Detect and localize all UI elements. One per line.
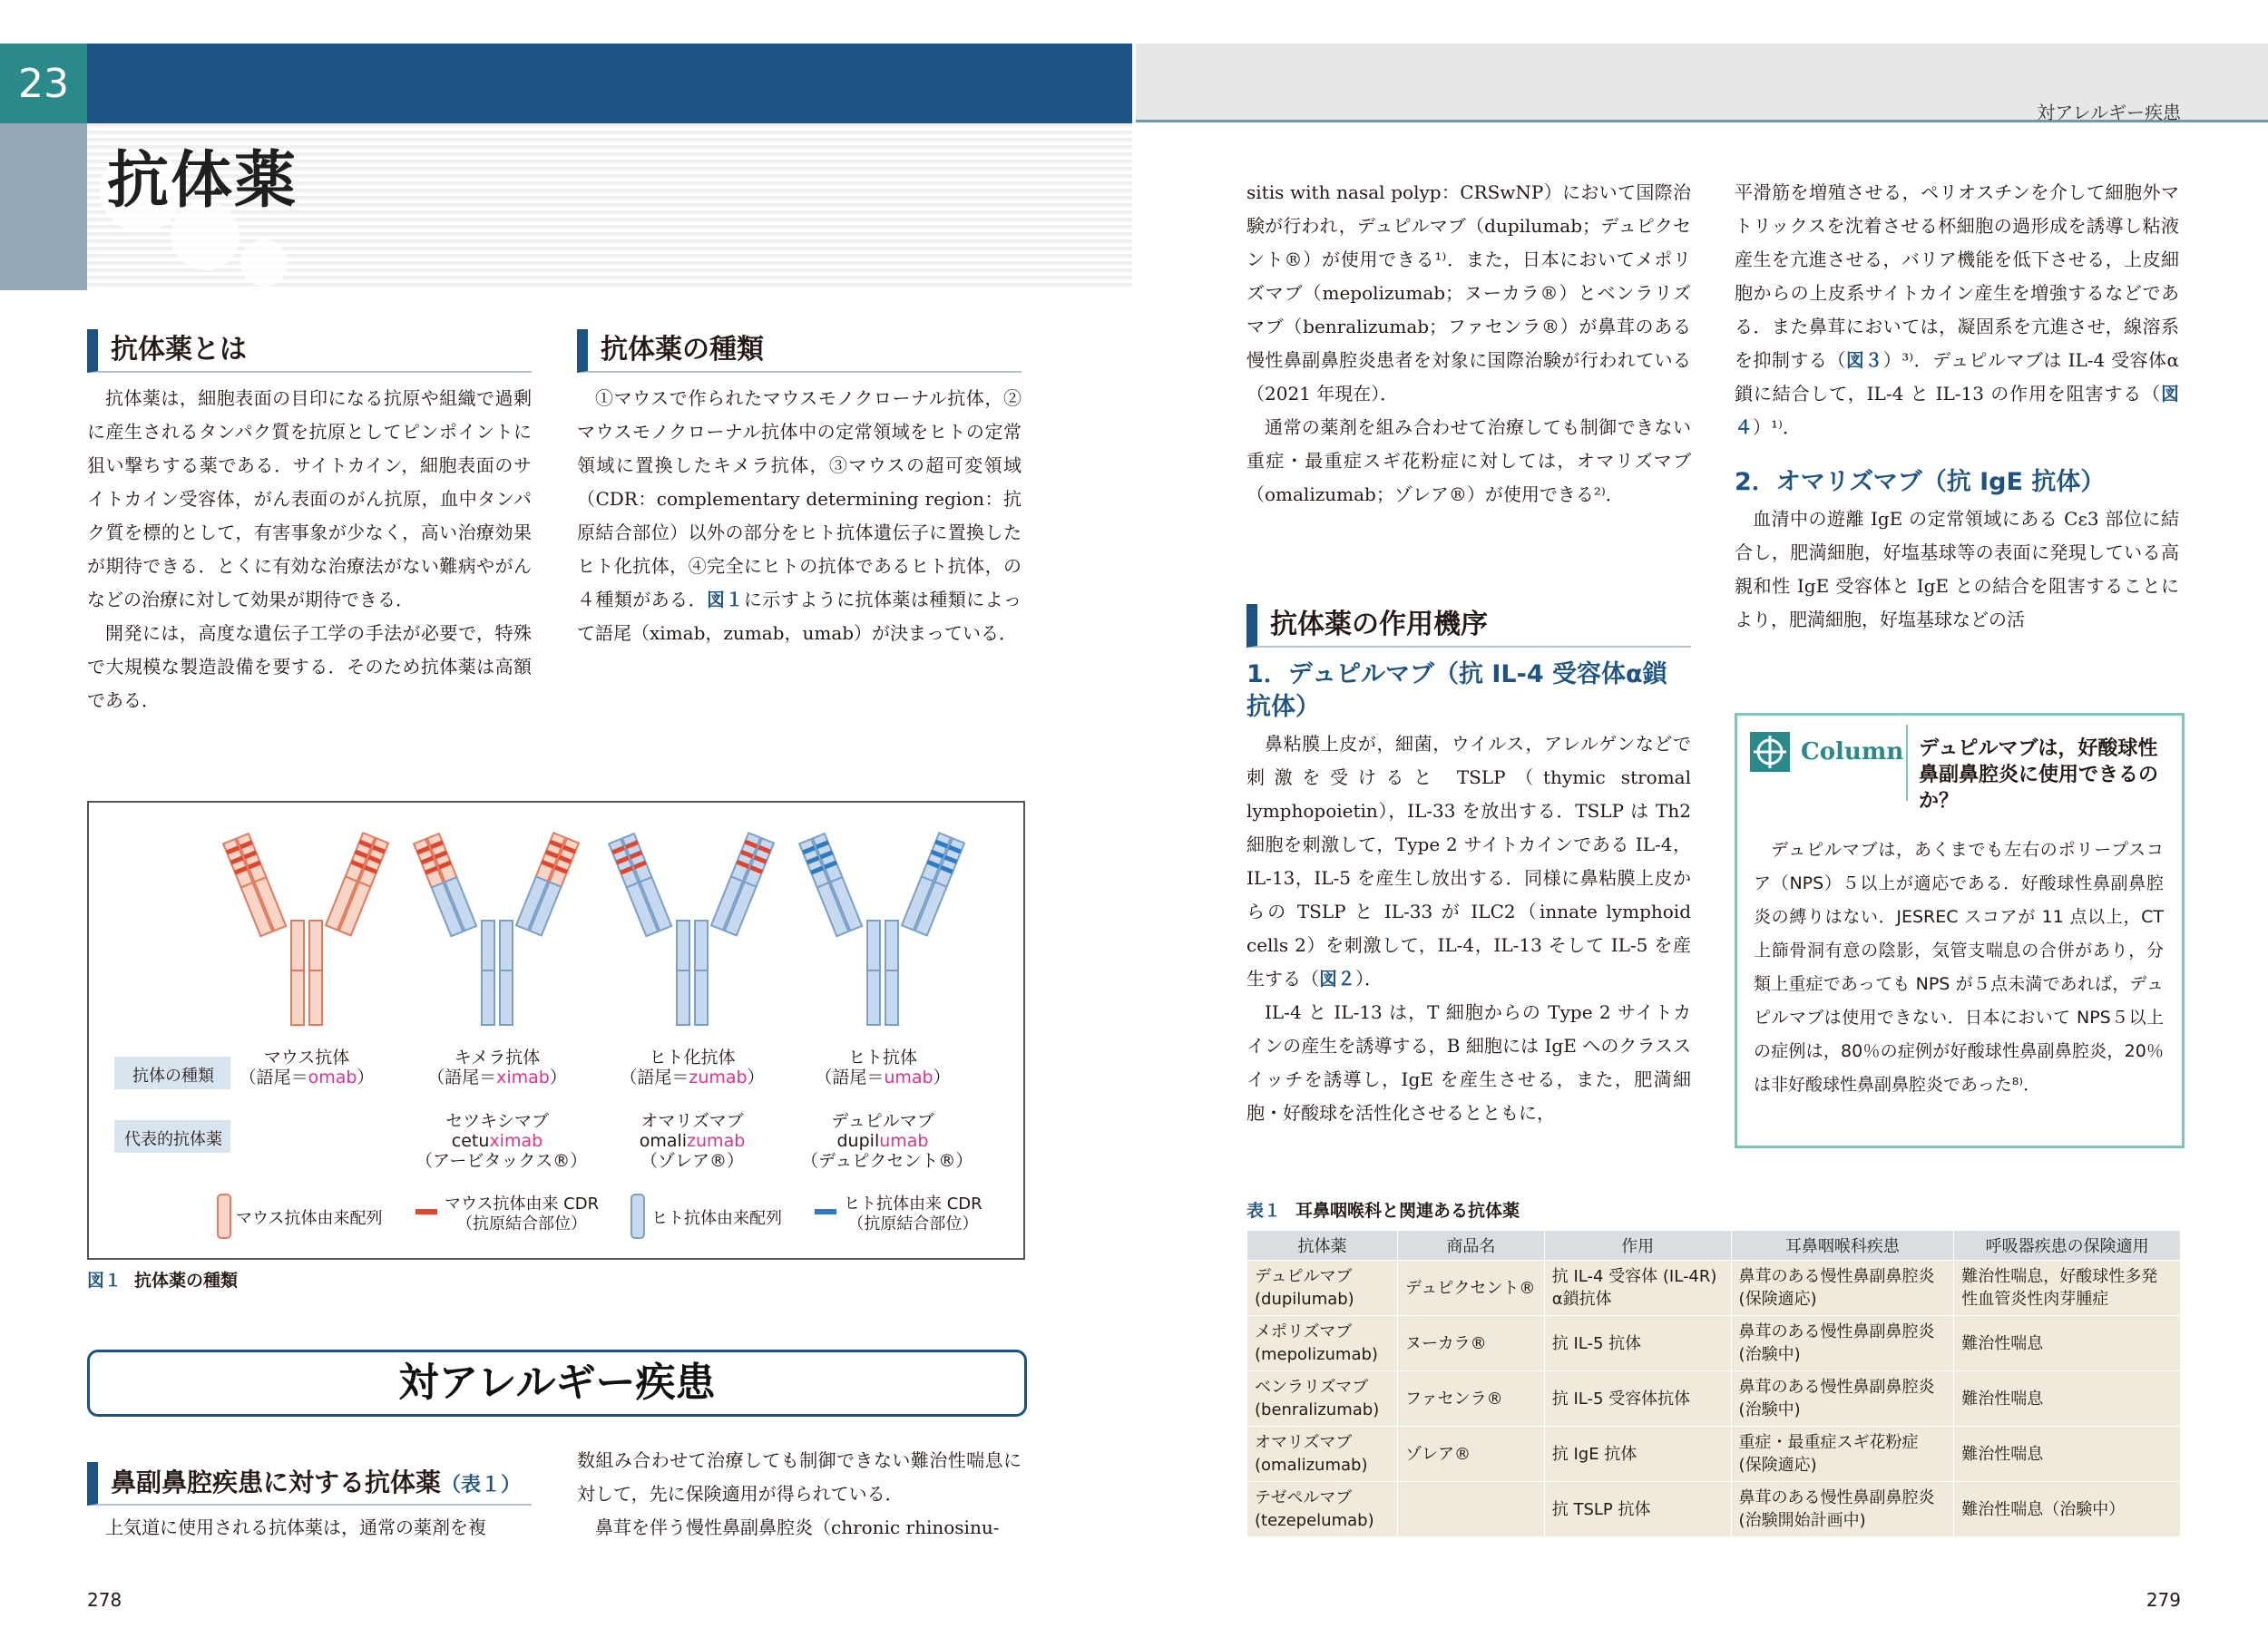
types-heading: 抗体薬の種類 [577,329,1022,373]
side-band [0,123,87,290]
cell-action: 抗 TSLP 抗体 [1544,1482,1731,1537]
right-col2 [1735,176,2179,637]
mechanism-heading: 抗体薬の作用機序 [1246,604,1691,648]
mechanism-section [1246,604,1691,1130]
cell-drug: テゼペルマブ (tezepelumab) [1247,1482,1398,1537]
what-is-heading: 抗体薬とは [87,329,532,373]
column-box [1735,713,2185,1148]
what-is-paragraph-1: 抗体薬は，細胞表面の目印になる抗原や組織で過剰に産生されるタンパク質を抗原としてピンポイントに狙い撃ちする薬である．サイトカイン，細胞表面のサイトカイン受容体，がん表面のがん抗原，血中タンパク質を標的として，有害事象が少なく，高い治療効果が期待できる．とくに有効な治療法がない難病やがんなどの治療に対して効果が期待できる． [87,387,532,610]
types-paragraph: ①マウスで作られたマウスモノクローナル抗体，②マウスモノクローナル抗体中の定常領域をヒトの定常領域に置換したキメラ抗体，③マウスの超可変領域（CDR：complementary determining region：抗原結合部位）以外の部分をヒト抗体遺伝子に置換したヒト化抗体，④完全にヒトの抗体であるヒト抗体，の４種類がある．図１に示すように抗体薬は種類によって語尾（ximab，zumab，umab）が決まっている． [577,387,1022,644]
cell-brand: ゾレア® [1397,1427,1544,1482]
cell-drug: ベンラリズマブ (benralizumab) [1247,1371,1398,1427]
antibody-diagram [89,803,1023,1258]
column-title: デュピルマブは，好酸球性鼻副鼻腔炎に使用できるのか？ [1919,737,2159,813]
omalizumab-subheading: 2．オマリズマブ（抗 IgE 抗体） [1735,468,2106,496]
cell-drug: オマリズマブ (omalizumab) [1247,1427,1398,1482]
antibody-human [799,833,964,1025]
cell-ent: 鼻茸のある慢性鼻副鼻腔炎 (治験中) [1731,1371,1954,1427]
cell-resp: 難治性喘息 [1954,1427,2181,1482]
sinus-section [87,1462,532,1545]
left-col2-bottom [577,1444,1022,1545]
table-row [1247,1316,2181,1371]
sinus-heading: 鼻副鼻腔疾患に対する抗体薬（表１） [87,1462,532,1506]
what-is-section [87,329,532,717]
legend-mouse-cdr-swatch [415,1209,437,1214]
legend-human-cdr-swatch [815,1209,836,1214]
cell-action: 抗 IL-5 抗体 [1544,1316,1731,1371]
cell-ent: 鼻茸のある慢性鼻副鼻腔炎 (治験中) [1731,1316,1954,1371]
cell-drug: メポリズマブ (mepolizumab) [1247,1316,1398,1371]
right-col2-paragraph: 平滑筋を増殖させる，ペリオスチンを介して細胞外マトリックスを沈着させる杯細胞の過形成を誘導し粘液産生を亢進させる，バリア機能を低下させる，上皮細胞からの上皮系サイトカイン産生を増強するなどである．また鼻茸においては，凝固系を亢進させ，線溶系を抑制する（図３）³⁾．デュピルマブは IL-4 受容体α鎖に結合して，IL-4 と IL-13 の作用を阻害する（図４）¹⁾． [1735,181,2179,438]
antibody-table [1246,1230,2181,1537]
table-header-row [1247,1231,2181,1261]
table-row [1247,1427,2181,1482]
header-bar-left [87,44,1132,123]
table-row [1247,1482,2181,1537]
section-banner: 対アレルギー疾患 [87,1350,1027,1417]
cell-action: 抗 IgE 抗体 [1544,1427,1731,1482]
page-number-left: 278 [87,1589,122,1611]
crswnp-paragraph: sitis with nasal polyp：CRSwNP）において国際治験が行われ，デュピルマブ（dupilumab；デュピクセント®）が使用できる¹⁾．また，日本においてメポリズマブ（mepolizumab；ヌーカラ®）とベンラリズマブ（benralizumab；ファセンラ®）が鼻茸のある慢性鼻副鼻腔炎患者を対象に国際治験が行われている（2021 年現在）． [1246,181,1691,405]
types-section [577,329,1022,650]
figure-1-caption: 図１ 抗体薬の種類 [87,1271,239,1291]
table-header: 抗体薬 [1247,1231,1398,1261]
left-col2-bottom-p1: 数組み合わせて治療しても制御できない難治性喘息に対して，先に保険適用が得られている． [577,1449,1022,1505]
antibody-label-mouse: マウス抗体 （語尾＝omab） [239,1048,375,1087]
cell-action: 抗 IL-4 受容体 (IL-4R) α鎖抗体 [1544,1261,1731,1316]
antibody-label-human: ヒト抗体 （語尾＝umab） [815,1048,951,1087]
legend-human-seq: ヒト抗体由来配列 [651,1209,782,1228]
crosshair-icon [1750,732,1790,772]
dupilumab-subheading: 1．デュピルマブ（抗 IL-4 受容体α鎖抗体） [1246,660,1667,721]
table-header: 作用 [1544,1231,1731,1261]
antibody-mouse [223,833,388,1025]
legend-mouse-seq-swatch [218,1195,230,1238]
cell-resp: 難治性喘息 [1954,1316,2181,1371]
column-badge: Column [1801,738,1904,765]
cell-brand: ファセンラ® [1397,1371,1544,1427]
antibody-label-humanized: ヒト化抗体 （語尾＝zumab） [620,1048,765,1087]
figure-3-ref[interactable]: 図３ [1845,349,1883,371]
table-header: 呼吸器疾患の保険適用 [1954,1231,2181,1261]
table-header: 商品名 [1397,1231,1544,1261]
cell-ent: 鼻茸のある慢性鼻副鼻腔炎 (治験開始計画中) [1731,1482,1954,1537]
sinus-paragraph: 上気道に使用される抗体薬は，通常の薬剤を複 [105,1516,486,1538]
column-divider [1906,725,1908,801]
table-1-ref[interactable]: （表１） [441,1474,522,1497]
left-col2-bottom-p2: 鼻茸を伴う慢性鼻副鼻腔炎（chronic rhinosinu- [595,1516,1000,1538]
legend-human-cdr: ヒト抗体由来 CDR （抗原結合部位） [844,1195,982,1234]
row-label-drug: 代表的抗体薬 [124,1130,222,1149]
cell-drug: デュピルマブ (dupilumab) [1247,1261,1398,1316]
figure-1-ref[interactable]: 図１ [707,589,744,610]
mechanism-paragraph-2: IL-4 と IL-13 は，T 細胞からの Type 2 サイトカインの産生を誘導する，B 細胞には IgE へのクラススイッチを誘導し，IgE を産生させる，また，肥満細胞・好酸球を活性化させるとともに， [1246,1001,1691,1124]
cell-resp: 難治性喘息（治験中） [1954,1482,2181,1537]
row-label-type: 抗体の種類 [132,1067,214,1086]
column-body: デュピルマブは，あくまでも左右のポリープスコア（NPS）５以上が適応である．好酸球性鼻副鼻腔炎の縛りはない．JESREC スコアが 11 点以上，CT 上篩骨洞有意の陰影，気管支喘息の合併があり，分類上重症であっても NPS が５点未満であれば，デュピルマブは使用できない．日本において NPS５以上の症例は，80％の症例が好酸球性鼻副鼻腔炎，20％は非好酸球性鼻副鼻腔炎であった⁸⁾． [1754,840,2164,1095]
what-is-paragraph-2: 開発には，高度な遺伝子工学の手法が必要で，特殊で大規模な製造設備を要する．そのため抗体薬は高額である． [87,622,532,711]
legend-mouse-cdr: マウス抗体由来 CDR （抗原結合部位） [445,1195,600,1234]
page-number-right: 279 [2146,1589,2181,1611]
table-header: 耳鼻咽喉科疾患 [1731,1231,1954,1261]
drug-label-cetuximab: セツキシマブ cetuximab （アービタックス®） [415,1111,588,1171]
omalizumab-paragraph: 通常の薬剤を組み合わせて治療しても制御できない重症・最重症スギ花粉症に対しては，オマリズマブ（omalizumab；ゾレア®）が使用できる²⁾． [1246,416,1691,505]
cell-resp: 難治性喘息，好酸球性多発 性血管炎性肉芽腫症 [1954,1261,2181,1316]
cell-brand: ヌーカラ® [1397,1316,1544,1371]
page-title: 抗体薬 [107,145,298,217]
table-1-caption: 表１ 耳鼻咽喉科と関連ある抗体薬 [1246,1201,1520,1221]
figure-4-ref[interactable]: 図４ [1735,383,2179,438]
legend-human-seq-swatch [631,1195,644,1238]
right-col1-top [1246,176,1691,512]
omalizumab-mechanism-paragraph: 血清中の遊離 IgE の定常領域にある Cε3 部位に結合し，肥満細胞，好塩基球等の表面に発現している高親和性 IgE 受容体と IgE との結合を阻害することにより，肥満細胞，好塩基球などの活 [1735,508,2179,630]
chapter-number: 23 [0,44,87,123]
cell-brand [1397,1482,1544,1537]
cell-brand: デュピクセント® [1397,1261,1544,1316]
table-row [1247,1371,2181,1427]
cell-action: 抗 IL-5 受容体抗体 [1544,1371,1731,1427]
cell-resp: 難治性喘息 [1954,1371,2181,1427]
drug-label-omalizumab: オマリズマブ omalizumab （ゾレア®） [639,1111,746,1171]
running-head: 対アレルギー疾患 [2037,102,2181,123]
antibody-label-chimeric: キメラ抗体 （語尾＝ximab） [427,1048,567,1087]
cell-ent: 重症・最重症スギ花粉症 (保険適応) [1731,1427,1954,1482]
antibody-chimeric [414,833,579,1025]
figure-1 [87,801,1025,1260]
cell-ent: 鼻茸のある慢性鼻副鼻腔炎 (保険適応) [1731,1261,1954,1316]
antibody-humanized [609,833,774,1025]
legend-mouse-seq: マウス抗体由来配列 [236,1209,383,1228]
drug-label-dupilumab: デュピルマブ dupilumab （デュピクセント®） [801,1111,973,1171]
column-badge-wrap [1750,732,1903,772]
figure-2-ref[interactable]: 図２ [1319,968,1355,990]
table-row [1247,1261,2181,1316]
mechanism-paragraph-1: 鼻粘膜上皮が，細菌，ウイルス，アレルゲンなどで刺激を受けると TSLP（thymic stromal lymphopoietin），IL-33 を放出する．TSLP は Th2 細胞を刺激して，Type 2 サイトカインである IL-4，IL-13，IL-5 を産生し放出する．同様に鼻粘膜上皮からの TSLP と IL-33 が ILC2（innate lymphoid cells 2）を刺激して，IL-4，IL-13 そして IL-5 を産生する（図２）． [1246,733,1691,990]
